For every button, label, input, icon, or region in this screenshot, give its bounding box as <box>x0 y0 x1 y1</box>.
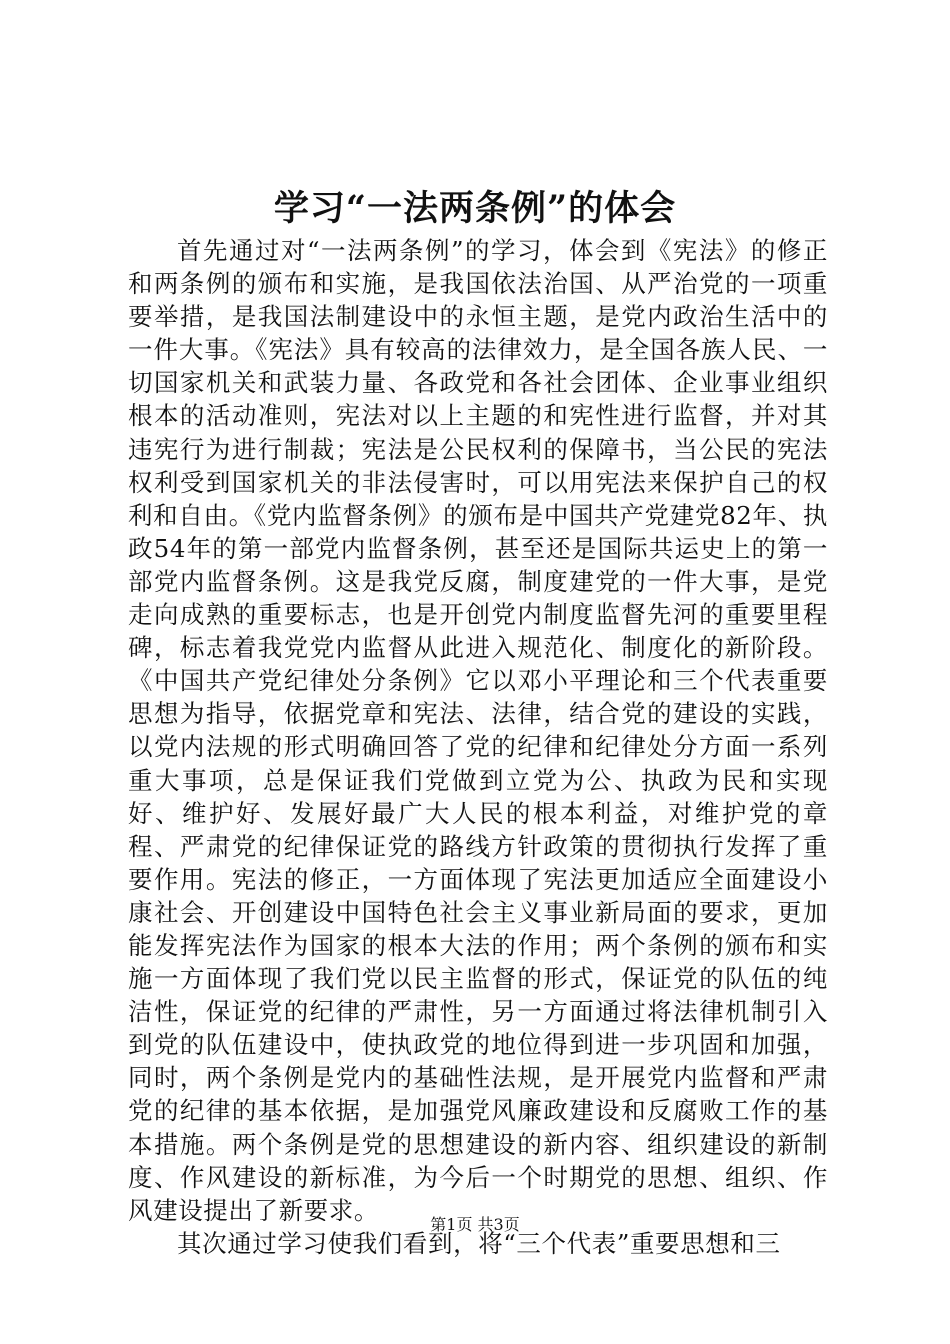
page-footer: 第1页 共3页 <box>430 1215 520 1234</box>
paragraph-1: 首先通过对“一法两条例”的学习，体会到《宪法》的修正和两条例的颁布和实施，是我国依法治国、从严治党的一项重要举措，是我国法制建设中的永恒主题，是党内政治生活中的一件大事。《宪法》具有较高的法律效力，是全国各族人民、一切国家机关和武装力量、各政党和各社会团体、企业事业组织根本的活动准则，宪法对以上主题的和宪性进行监督，并对其违宪行为进行制裁；宪法是公民权利的保障书，当公民的宪法权利受到国家机关的非法侵害时，可以用宪法来保护自己的权利和自由。《党内监督条例》的颁布是中国共产党建党82年、执政54年的第一部党内监督条例，甚至还是国际共运史上的第一部党内监督条例。这是我党反腐，制度建党的一件大事，是党走向成熟的重要标志，也是开创党内制度监督先河的重要里程碑，标志着我党党内监督从此进入规范化、制度化的新阶段。《中国共产党纪律处分条例》它以邓小平理论和三个代表重要思想为指导，依据党章和宪法、法律，结合党的建设的实践，以党内法规的形式明确回答了党的纪律和纪律处分方面一系列重大事项，总是保证我们党做到立党为公、执政为民和实现好、维护好、发展好最广大人民的根本利益，对维护党的章程、严肃党的纪律保证党的路线方针政策的贯彻执行发挥了重要作用。宪法的修正，一方面体现了宪法更加适应全面建设小康社会、开创建设中国特色社会主义事业新局面的要求，更加能发挥宪法作为国家的根本大法的作用；两个条例的颁布和实施一方面体现了我们党以民主监督的形式，保证党的队伍的纯洁性，保证党的纪律的严肃性，另一方面通过将法律机制引入到党的队伍建设中，使执政党的地位得到进一步巩固和加强，同时，两个条例是党内的基础性法规，是开展党内监督和严肃党的纪律的基本依据，是加强党风廉政建设和反腐败工作的基本措施。两个条例是党的思想建设的新内容、组织建设的新制度、作风建设的新标准，为今后一个时期党的思想、组织、作风建设提出了新要求。 <box>128 236 828 1225</box>
document-body <box>128 234 828 1260</box>
document-title: 学习“一法两条例”的体会 <box>273 188 677 229</box>
paragraph-2: 其次通过学习使我们看到，将“三个代表”重要思想和三 <box>177 1228 781 1258</box>
